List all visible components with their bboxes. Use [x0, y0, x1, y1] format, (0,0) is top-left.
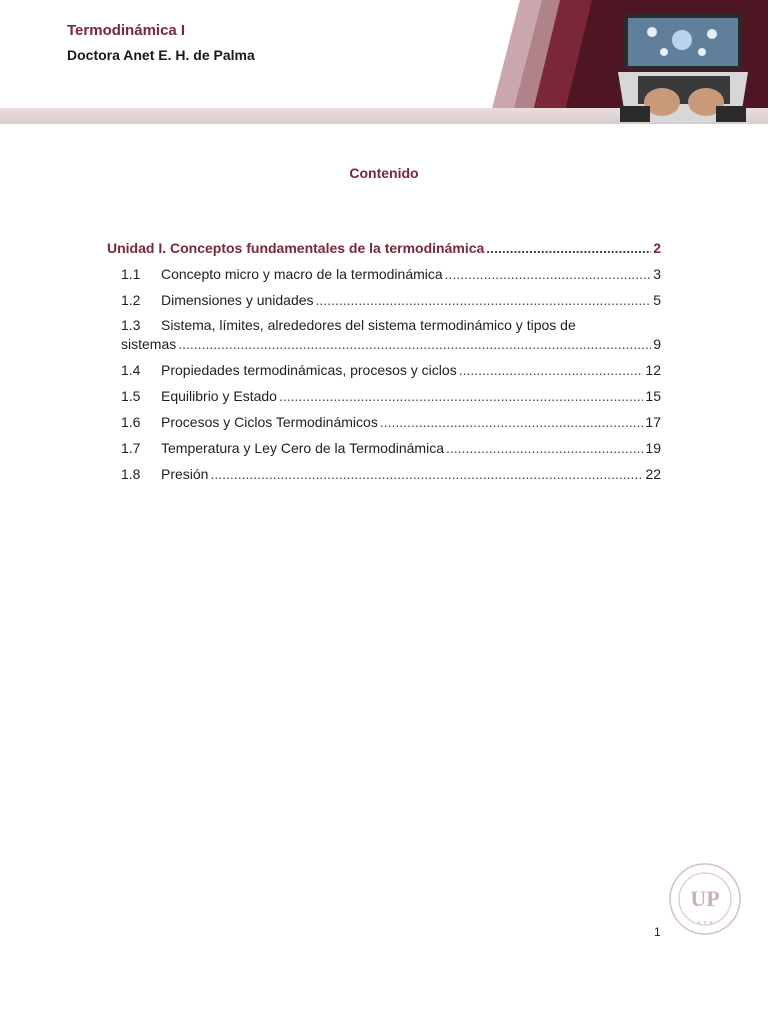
toc-entry-number: 1.4: [121, 362, 141, 378]
toc-entry-number: 1.7: [121, 440, 141, 456]
laptop-image: [612, 10, 752, 122]
toc-leader: [486, 238, 651, 258]
toc-leader: [316, 290, 652, 310]
toc-entry[interactable]: [107, 438, 661, 458]
toc-entry[interactable]: [107, 464, 661, 484]
page-number: 1: [654, 925, 661, 939]
toc-entry-page: 12: [645, 362, 661, 378]
toc-leader: [210, 464, 643, 484]
svg-text:★ ★ ★: ★ ★ ★: [696, 920, 714, 926]
toc-leader: [445, 264, 652, 284]
toc-entry-page: 22: [645, 466, 661, 482]
toc-unit-page: 2: [653, 240, 661, 256]
author-name: Doctora Anet E. H. de Palma: [67, 47, 255, 63]
toc-entry[interactable]: [107, 386, 661, 406]
toc-entry-page: 15: [645, 388, 661, 404]
course-title: Termodinámica I: [67, 22, 186, 39]
toc-entry-label-continuation: sistemas: [121, 336, 177, 352]
toc-entry-label: Propiedades termodinámicas, procesos y ciclos: [161, 362, 457, 378]
toc-entry-number: 1.2: [121, 292, 141, 308]
toc-entry[interactable]: [107, 412, 661, 432]
svg-text:UP: UP: [690, 886, 720, 911]
toc-entry-page: 3: [653, 266, 661, 282]
toc-entry-number: 1.1: [121, 266, 141, 282]
toc-entry[interactable]: [107, 264, 661, 284]
toc-entry-page: 5: [653, 292, 661, 308]
page-header: [0, 0, 768, 126]
toc-entry-number: 1.6: [121, 414, 141, 430]
toc-unit-entry[interactable]: [107, 238, 661, 258]
toc-entry[interactable]: [107, 360, 661, 380]
toc-leader: [380, 412, 644, 432]
toc-entry-label: Dimensiones y unidades: [161, 292, 314, 308]
toc-leader: [279, 386, 643, 406]
toc-entry-page: 9: [653, 336, 661, 352]
toc-entry-label: Sistema, límites, alrededores del sistema termodinámico y tipos de: [161, 317, 576, 333]
toc-entry-number: 1.8: [121, 466, 141, 482]
toc-entry-label: Equilibrio y Estado: [161, 388, 277, 404]
university-seal: [668, 862, 742, 936]
toc-entry-page: 19: [645, 440, 661, 456]
toc-entry-number: 1.3: [121, 317, 141, 333]
toc-leader: [459, 360, 644, 380]
toc-entry-number: 1.5: [121, 388, 141, 404]
table-of-contents: [107, 238, 661, 490]
toc-leader: [178, 335, 651, 354]
toc-leader: [446, 438, 643, 458]
toc-title: Contenido: [349, 165, 419, 181]
toc-unit-label: Unidad I. Conceptos fundamentales de la termodinámica: [107, 240, 485, 256]
toc-entry-label: Concepto micro y macro de la termodinámica: [161, 266, 443, 282]
toc-entry[interactable]: [107, 290, 661, 310]
toc-entry-page: 17: [645, 414, 661, 430]
toc-entry-label: Temperatura y Ley Cero de la Termodinámica: [161, 440, 444, 456]
toc-entry-label: Procesos y Ciclos Termodinámicos: [161, 414, 378, 430]
toc-entry[interactable]: [107, 316, 661, 354]
toc-entry-label: Presión: [161, 466, 209, 482]
